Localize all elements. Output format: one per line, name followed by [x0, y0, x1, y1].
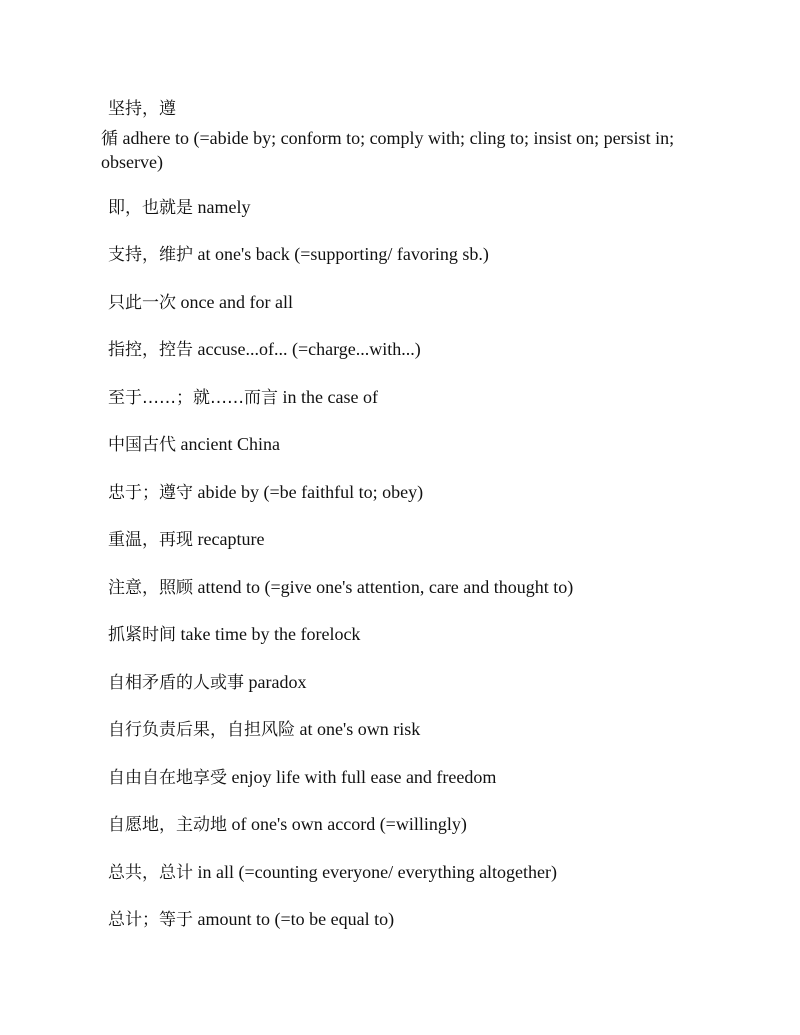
entry-5 [108, 386, 708, 410]
entry-16-en: amount to (=to be equal to) [197, 909, 395, 929]
entry-0-zh-tail: 循 [101, 129, 118, 149]
entry-14-zh: 自愿地，主动地 [108, 815, 227, 835]
entry-1-zh: 即，也就是 [108, 198, 193, 218]
entry-15-zh: 总共，总计 [108, 863, 193, 883]
entry-9 [108, 576, 708, 600]
entry-10 [108, 623, 708, 647]
entry-15-en: in all (=counting everyone/ everything altogether) [197, 862, 558, 882]
entry-4-en: accuse...of... (=charge...with...) [197, 339, 421, 359]
entry-3-zh: 只此一次 [108, 293, 176, 313]
entry-9-en: attend to (=give one's attention, care and thought to) [197, 577, 574, 597]
entry-2-en: at one's back (=supporting/ favoring sb.) [197, 244, 489, 264]
entry-16-zh: 总计；等于 [108, 910, 193, 930]
entry-14-en: of one's own accord (=willingly) [231, 814, 467, 834]
entry-12-en: at one's own risk [299, 719, 421, 739]
entry-7-en: abide by (=be faithful to; obey) [197, 482, 424, 502]
entry-3 [108, 291, 708, 315]
entry-12 [108, 718, 708, 742]
entry-0-zh-head: 坚持，遵 [108, 99, 176, 119]
entry-11 [108, 671, 708, 695]
entry-3-en: once and for all [180, 292, 293, 312]
entry-8-zh: 重温，再现 [108, 530, 193, 550]
entry-2-zh: 支持，维护 [108, 245, 193, 265]
entry-13 [108, 766, 708, 790]
entry-11-zh: 自相矛盾的人或事 [108, 673, 244, 693]
entry-5-en: in the case of [282, 387, 378, 407]
entry-7-zh: 忠于；遵守 [108, 483, 193, 503]
entry-10-zh: 抓紧时间 [108, 625, 176, 645]
entry-0-chinese-head [108, 98, 176, 120]
entry-8-en: recapture [197, 529, 265, 549]
entry-1 [108, 196, 708, 220]
entry-11-en: paradox [248, 672, 307, 692]
entry-5-zh: 至于……；就……而言 [108, 388, 278, 408]
entry-0 [101, 127, 701, 174]
entry-15 [108, 861, 708, 885]
entry-13-en: enjoy life with full ease and freedom [231, 767, 497, 787]
entry-16 [108, 908, 708, 932]
entry-14 [108, 813, 708, 837]
entry-8 [108, 528, 708, 552]
entry-0-en: adhere to (=abide by; conform to; comply with; cling to; insist on; persist in; observe) [101, 128, 675, 172]
entry-10-en: take time by the forelock [180, 624, 361, 644]
entry-7 [108, 481, 708, 505]
entry-6-zh: 中国古代 [108, 435, 176, 455]
entry-13-zh: 自由自在地享受 [108, 768, 227, 788]
entry-1-en: namely [197, 197, 251, 217]
entry-4-zh: 指控，控告 [108, 340, 193, 360]
entry-6-en: ancient China [180, 434, 280, 454]
entry-6 [108, 433, 708, 457]
entry-4 [108, 338, 708, 362]
entry-2 [108, 243, 708, 267]
entry-9-zh: 注意，照顾 [108, 578, 193, 598]
entry-12-zh: 自行负责后果，自担风险 [108, 720, 295, 740]
